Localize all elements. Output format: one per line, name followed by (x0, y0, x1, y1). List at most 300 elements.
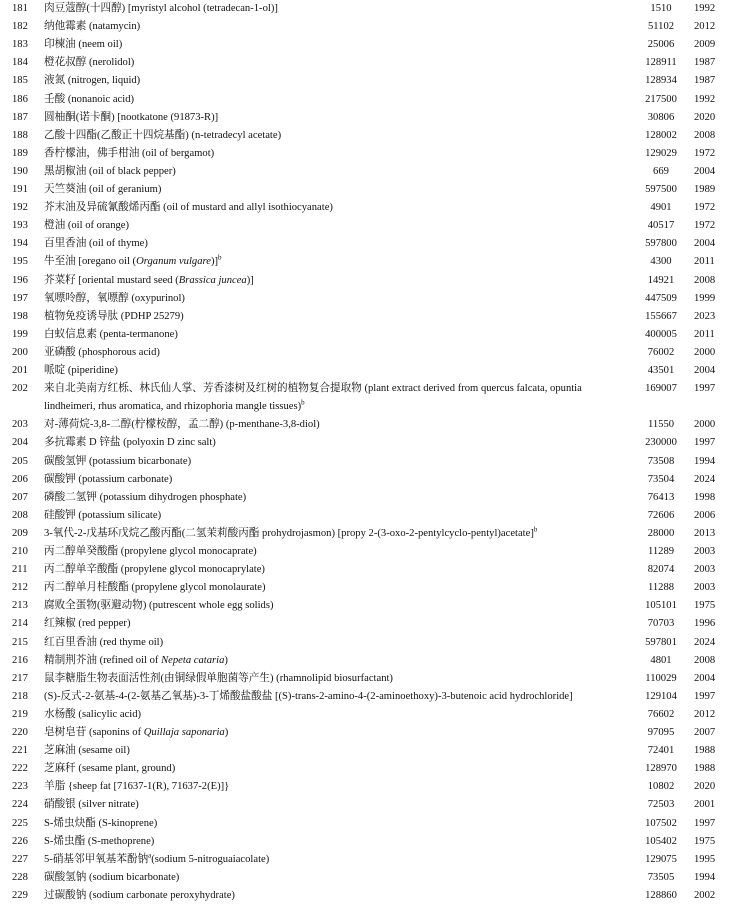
registration-year: 2004 (694, 238, 716, 250)
registration-year: 1988 (694, 745, 716, 757)
substance-name (44, 109, 624, 127)
row-number: 191 (12, 184, 28, 195)
registration-year: 2012 (694, 708, 716, 720)
registration-year: 2013 (694, 527, 716, 539)
table-row (0, 434, 730, 452)
row-number: 207 (12, 491, 28, 503)
pc-code: 40517 (647, 220, 675, 232)
name-text: 腐败全蛋物(驱避动物) (putrescent whole egg solids) (44, 600, 274, 612)
pc-code: 110029 (645, 672, 677, 684)
substance-name (44, 543, 624, 561)
table-row (0, 706, 730, 724)
row-number: 222 (12, 763, 28, 775)
registration-year: 1972 (694, 147, 716, 159)
table-row (0, 507, 730, 525)
table-row (0, 561, 730, 579)
name-text: 硝酸银 (silver nitrate) (44, 799, 139, 811)
substance-name (44, 217, 624, 235)
name-text: 圆柚酮(诺卡酮) [nootkatone (91873-R)] (44, 111, 219, 123)
pc-code: 4901 (650, 202, 672, 214)
substance-name (44, 18, 624, 36)
row-number: 190 (12, 165, 28, 177)
table-row (0, 0, 730, 18)
table-row (0, 145, 730, 163)
registration-year: 2003 (694, 582, 716, 594)
table-row (0, 127, 730, 145)
name-text: 白蚁信息素 (penta-termanone) (44, 328, 178, 340)
row-number: 220 (12, 727, 28, 738)
name-text: 芥末油及异硫氰酸烯丙酯 (oil of mustard and allyl isothiocyanate) (44, 202, 333, 214)
name-text: 5-硝基邻甲氧基苯酚钠 (44, 853, 149, 865)
pc-code: 72401 (647, 745, 675, 757)
pc-code: 105402 (645, 835, 677, 847)
pc-code: 1510 (650, 3, 672, 14)
table-row (0, 525, 730, 543)
substance-name (44, 579, 624, 597)
row-number: 227 (12, 853, 28, 865)
table-row (0, 54, 730, 72)
registration-year: 1997 (694, 437, 716, 449)
registration-year: 2002 (694, 889, 716, 901)
registration-year: 2004 (694, 672, 716, 684)
table-row (0, 362, 730, 380)
pc-code: 4300 (650, 256, 672, 268)
table-row (0, 634, 730, 652)
substance-name (44, 724, 624, 742)
name-text: 多抗霉素 D 锌盐 (polyoxin D zinc salt) (44, 437, 216, 449)
substance-name (44, 597, 624, 615)
table-row (0, 742, 730, 760)
substance-name (44, 199, 624, 217)
footnote-marker: b (218, 253, 222, 262)
name-text: 鼠李糖脂生物表面活性剂(由铜绿假单胞菌等产生) (rhamnolipid biosurfactant) (44, 672, 393, 684)
row-number: 206 (12, 473, 28, 485)
pc-code: 11288 (647, 582, 675, 594)
table-row (0, 670, 730, 688)
table-row (0, 652, 730, 670)
name-text: 碳酸氢钠 (sodium bicarbonate) (44, 871, 180, 883)
substance-name (44, 272, 624, 290)
registration-year: 2000 (694, 419, 716, 431)
pc-code: 217500 (645, 93, 677, 105)
name-text: 丙二醇单月桂酸酯 (propylene glycol monolaurate) (44, 582, 266, 594)
registration-year: 1992 (694, 93, 716, 105)
substance-name (44, 869, 624, 887)
row-number: 183 (12, 39, 28, 51)
table-row (0, 235, 730, 253)
name-text: 芥菜籽 [oriental mustard seed ( (44, 274, 179, 286)
pc-code: 447509 (645, 292, 677, 304)
name-text: 乙酸十四酯(乙酸正十四烷基酯) (n-tetradecyl acetate) (44, 129, 282, 141)
registration-year: 1988 (694, 763, 716, 775)
name-text: 3-氧代-2-戊基环戊烷乙酸丙酯(二氢茉莉酸丙酯 prohydrojasmon) [propy 2-(3-oxo-2-pentylcyclo-pentyl)acetate] (44, 527, 534, 539)
registration-year: 2007 (694, 727, 716, 738)
registration-year: 2003 (694, 546, 716, 557)
name-text: 橙油 (oil of orange) (44, 220, 130, 232)
name-text: )] (210, 256, 218, 268)
pc-code: 597801 (645, 636, 677, 648)
pc-code: 105101 (645, 600, 677, 612)
pc-code: 129029 (645, 147, 677, 159)
pc-code: 14921 (647, 274, 675, 286)
registration-year: 1975 (694, 600, 716, 612)
registration-year: 1996 (694, 618, 716, 630)
registration-year: 1972 (694, 202, 716, 214)
row-number: 225 (12, 817, 28, 829)
row-number: 185 (12, 75, 28, 87)
row-number: 184 (12, 57, 28, 69)
substance-name (44, 670, 624, 688)
row-number: 194 (12, 238, 28, 250)
name-text: 磷酸二氢钾 (potassium dihydrogen phosphate) (44, 491, 247, 503)
pc-code: 51102 (647, 21, 675, 33)
row-number: 204 (12, 437, 28, 449)
substance-name (44, 0, 624, 18)
substance-name (44, 471, 624, 489)
name-text: 植物免疫诱导肽 (PDHP 25279) (44, 310, 184, 322)
row-number: 195 (12, 256, 28, 268)
pc-code: 43501 (647, 365, 675, 376)
name-text: 黑胡椒油 (oil of black pepper) (44, 165, 176, 177)
registration-year: 2020 (694, 111, 716, 123)
substance-name (44, 344, 624, 362)
row-number: 211 (12, 564, 28, 576)
substance-name (44, 145, 624, 163)
substance-name (44, 561, 624, 579)
registration-year: 2008 (694, 129, 716, 141)
pc-code: 155667 (645, 310, 677, 322)
pc-code: 76602 (647, 708, 675, 720)
name-text: 红百里香油 (red thyme oil) (44, 636, 164, 648)
table-row (0, 471, 730, 489)
substance-name (44, 815, 624, 833)
row-number: 226 (12, 835, 28, 847)
name-text: S-烯虫酯 (S-methoprene) (44, 835, 155, 847)
registration-year: 2011 (694, 328, 715, 340)
substance-name (44, 362, 624, 380)
substance-name (44, 688, 624, 706)
pc-code: 70703 (647, 618, 675, 630)
table-row (0, 833, 730, 851)
substance-name (44, 290, 624, 308)
name-text: 氧嘌呤醇，氧嘌醇 (oxypurinol) (44, 292, 185, 304)
table-row (0, 869, 730, 887)
row-number: 200 (12, 346, 28, 358)
table-row (0, 543, 730, 561)
substance-name (44, 416, 624, 434)
registration-year: 2024 (694, 473, 716, 485)
name-text: ) (224, 727, 229, 738)
pc-code: 128911 (645, 57, 677, 69)
table-row (0, 579, 730, 597)
pc-code: 597500 (645, 184, 677, 195)
pc-code: 28000 (647, 527, 675, 539)
name-text: 肉豆蔻醇(十四醇) [myristyl alcohol (tetradecan-1-ol)] (44, 3, 278, 14)
substance-name (44, 163, 624, 181)
pc-code: 669 (653, 165, 669, 177)
pc-code: 25006 (647, 39, 675, 51)
italic-name: Brassica juncea (178, 274, 247, 286)
table-row (0, 36, 730, 54)
substance-name (44, 380, 624, 416)
substance-name (44, 181, 624, 199)
row-number: 205 (12, 455, 28, 467)
registration-year: 2000 (694, 346, 716, 358)
name-text: 过碳酸钠 (sodium carbonate peroxyhydrate) (44, 889, 235, 901)
substance-name (44, 833, 624, 851)
table-row (0, 615, 730, 633)
row-number: 224 (12, 799, 28, 811)
table-row (0, 253, 730, 271)
name-text: 壬酸 (nonanoic acid) (44, 93, 135, 105)
table-row (0, 380, 730, 416)
row-number: 216 (12, 654, 28, 666)
italic-name: Nepeta cataria (161, 654, 225, 666)
registration-year: 1987 (694, 75, 716, 87)
name-text: 羊脂 {sheep fat [71637-1(R), 71637-2(E)]} (44, 781, 230, 793)
name-text: 皂树皂苷 (saponins of (44, 727, 144, 738)
substance-name (44, 308, 624, 326)
row-number: 202 (12, 383, 28, 395)
italic-name: Organum vulgare (136, 256, 211, 268)
substance-name (44, 796, 624, 814)
name-text: 天竺葵油 (oil of geranium) (44, 184, 162, 195)
name-text: 碳酸氢钾 (potassium bicarbonate) (44, 455, 192, 467)
substance-name (44, 489, 624, 507)
pc-code: 73508 (647, 455, 675, 467)
row-number: 209 (12, 527, 28, 539)
registration-year: 2006 (694, 509, 716, 521)
name-text: 芝麻秆 (sesame plant, ground) (44, 763, 176, 775)
pc-code: 129104 (645, 690, 677, 702)
registration-year: 1975 (694, 835, 716, 847)
name-text: (sodium 5-nitroguaiacolate) (151, 853, 270, 865)
pc-code: 4801 (650, 654, 672, 666)
table-row (0, 308, 730, 326)
italic-name: Quillaja saponaria (143, 727, 225, 738)
row-number: 189 (12, 147, 28, 159)
row-number: 229 (12, 889, 28, 901)
table-row (0, 72, 730, 90)
registration-year: 1972 (694, 220, 716, 232)
registration-year: 1997 (694, 690, 716, 702)
substance-name (44, 634, 624, 652)
pc-code: 169007 (645, 383, 677, 395)
table-row (0, 181, 730, 199)
row-number: 187 (12, 111, 28, 123)
registration-year: 2003 (694, 564, 716, 576)
name-text: 碳酸钾 (potassium carbonate) (44, 473, 173, 485)
row-number: 196 (12, 274, 28, 286)
pc-code: 76413 (647, 491, 675, 503)
name-text: 香柠檬油，佛手柑油 (oil of bergamot) (44, 147, 215, 159)
name-text: 水杨酸 (salicylic acid) (44, 708, 142, 720)
name-text: ) (224, 654, 228, 666)
row-number: 192 (12, 202, 28, 214)
substance-name (44, 887, 624, 905)
registration-year: 2008 (694, 274, 716, 286)
row-number: 188 (12, 129, 28, 141)
pc-code: 128970 (645, 763, 677, 775)
pc-code: 400005 (645, 328, 677, 340)
table-row (0, 290, 730, 308)
registration-year: 1998 (694, 491, 716, 503)
name-text: 芝麻油 (sesame oil) (44, 745, 130, 757)
footnote-marker: b (533, 525, 538, 534)
table-row (0, 272, 730, 290)
substance-name (44, 91, 624, 109)
substance-name (44, 36, 624, 54)
row-number: 199 (12, 328, 28, 340)
row-number: 214 (12, 618, 28, 630)
pc-code: 82074 (647, 564, 675, 576)
row-number: 181 (12, 3, 28, 14)
row-number: 221 (12, 745, 28, 757)
substance-name (44, 742, 624, 760)
pc-code: 11289 (647, 546, 675, 557)
pc-code: 11550 (647, 419, 675, 431)
substance-name (44, 253, 624, 271)
registration-year: 1994 (694, 455, 716, 467)
row-number: 223 (12, 781, 28, 793)
registration-year: 2008 (694, 654, 716, 666)
row-number: 210 (12, 546, 28, 557)
substance-name (44, 453, 624, 471)
name-text: 对-薄荷烷-3,8-二醇(柠檬桉醇，孟二醇) (p-menthane-3,8-diol) (44, 419, 320, 431)
registration-year: 1997 (694, 817, 716, 829)
table-row (0, 815, 730, 833)
table-row (0, 597, 730, 615)
substance-name (44, 615, 624, 633)
substance-name (44, 72, 624, 90)
row-number: 193 (12, 220, 28, 232)
row-number: 186 (12, 93, 28, 105)
name-text: 丙二醇单癸酸酯 (propylene glycol monocaprate) (44, 546, 257, 557)
table-row (0, 344, 730, 362)
pc-code: 10802 (647, 781, 675, 793)
pc-code: 128860 (645, 889, 677, 901)
registration-year: 2023 (694, 310, 716, 322)
substance-name (44, 760, 624, 778)
name-text: 红辣椒 (red pepper) (44, 618, 131, 630)
pc-code: 128002 (645, 129, 677, 141)
registration-year: 1994 (694, 871, 716, 883)
table-row (0, 489, 730, 507)
pc-code: 76002 (647, 346, 675, 358)
name-text: 亚磷酸 (phosphorous acid) (44, 346, 160, 358)
table-row (0, 217, 730, 235)
registration-year: 1989 (694, 184, 716, 195)
pc-code: 97095 (647, 727, 675, 738)
name-text: (S)-反式-2-氨基-4-(2-氨基乙氧基)-3-丁烯酸盐酸盐 [(S)-trans-2-amino-4-(2-aminoethoxy)-3-butenoic acid hydrochloride] (44, 690, 573, 702)
registration-year: 2011 (694, 256, 715, 268)
table-row (0, 199, 730, 217)
name-text: 液氮 (nitrogen, liquid) (44, 75, 141, 87)
row-number: 201 (12, 365, 28, 376)
name-text: 印楝油 (neem oil) (44, 39, 123, 51)
registration-year: 2024 (694, 636, 716, 648)
registration-year: 1997 (694, 383, 716, 395)
footnote-marker: a (148, 851, 152, 860)
substance-name (44, 434, 624, 452)
substance-name (44, 235, 624, 253)
registration-year: 1999 (694, 292, 716, 304)
registration-year: 1995 (694, 853, 716, 865)
table-row (0, 453, 730, 471)
pc-code: 597800 (645, 238, 677, 250)
registration-year: 1992 (694, 3, 716, 14)
row-number: 212 (12, 582, 28, 594)
row-number: 197 (12, 292, 28, 304)
pc-code: 30806 (647, 111, 675, 123)
pc-code: 73505 (647, 871, 675, 883)
row-number: 228 (12, 871, 28, 883)
table-row (0, 326, 730, 344)
table-row (0, 688, 730, 706)
substance-name (44, 851, 624, 869)
row-number: 198 (12, 310, 28, 322)
table-row (0, 18, 730, 36)
name-text: 来自北美南方红栎、林氏仙人掌、芳香漆树及红树的植物复合提取物 (plant extract derived from quercus falcata, opuntia lindheimeri, rhus aromatica, and rhizophoria mangle tissues) (44, 383, 582, 413)
footnote-marker: b (301, 398, 305, 407)
pc-code: 230000 (645, 437, 677, 449)
table-row (0, 163, 730, 181)
name-text: )] (246, 274, 254, 286)
table-row (0, 416, 730, 434)
registration-year: 2020 (694, 781, 716, 793)
row-number: 217 (12, 672, 28, 684)
table-row (0, 760, 730, 778)
row-number: 219 (12, 708, 28, 720)
row-number: 208 (12, 509, 28, 521)
name-text: 百里香油 (oil of thyme) (44, 238, 148, 250)
row-number: 213 (12, 600, 28, 612)
name-text: 牛至油 [oregano oil ( (44, 256, 137, 268)
substance-name (44, 778, 624, 796)
name-text: 丙二醇单辛酸酯 (propylene glycol monocaprylate) (44, 564, 265, 576)
table-row (0, 724, 730, 742)
name-text: 哌啶 (piperidine) (44, 365, 118, 376)
row-number: 203 (12, 419, 28, 431)
table-row (0, 851, 730, 869)
row-number: 182 (12, 21, 28, 33)
name-text: S-烯虫炔酯 (S-kinoprene) (44, 817, 158, 829)
pc-code: 72606 (647, 509, 675, 521)
table-row (0, 778, 730, 796)
substance-name (44, 652, 624, 670)
substance-name (44, 326, 624, 344)
pc-code: 107502 (645, 817, 677, 829)
pc-code: 129075 (645, 853, 677, 865)
table-row (0, 91, 730, 109)
pc-code: 72503 (647, 799, 675, 811)
registration-year: 2001 (694, 799, 716, 811)
registration-year: 2012 (694, 21, 716, 33)
registration-year: 2009 (694, 39, 716, 51)
table-row (0, 796, 730, 814)
name-text: 纳他霉素 (natamycin) (44, 21, 141, 33)
pc-code: 128934 (645, 75, 677, 87)
pc-code: 73504 (647, 473, 675, 485)
registration-year: 1987 (694, 57, 716, 69)
name-text: 橙花叔醇 (nerolidol) (44, 57, 135, 69)
name-text: 精制荆芥油 (refined oil of (44, 654, 162, 666)
substance-name (44, 507, 624, 525)
table-row (0, 109, 730, 127)
row-number: 218 (12, 690, 28, 702)
substance-name (44, 706, 624, 724)
substance-name (44, 54, 624, 72)
